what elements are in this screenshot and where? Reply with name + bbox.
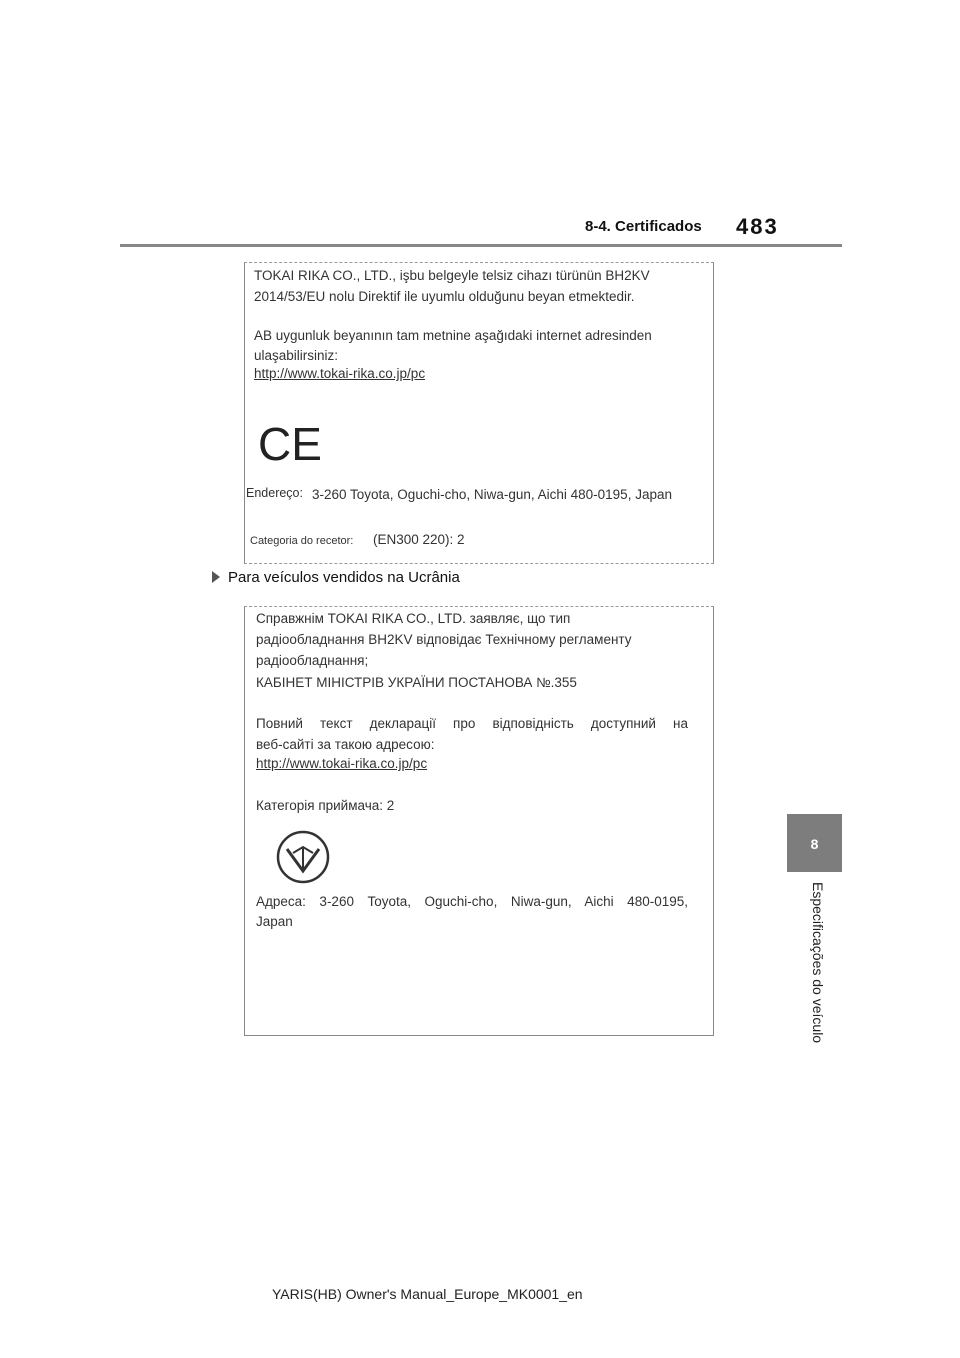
tr-category-value: (EN300 220): 2 (373, 532, 465, 547)
ukraine-heading-text: Para veículos vendidos na Ucrânia (228, 569, 460, 586)
ce-mark-icon (258, 420, 328, 464)
footer-manual-id: YARIS(HB) Owner's Manual_Europe_MK0001_en (272, 1286, 583, 1302)
ua-url-link[interactable]: http://www.tokai-rika.co.jp/pc (256, 756, 428, 771)
tr-line-3: AB uygunluk beyanının tam metnine aşağıdaki internet adresinden (254, 328, 652, 343)
ua-line-3: радіообладнання; (256, 653, 369, 668)
ua-address-line-2: Japan (256, 914, 293, 929)
tr-line-1: TOKAI RIKA CO., LTD., işbu belgeyle telsiz cihazı türünün BH2KV (254, 268, 650, 283)
tr-category-label: Categoria do recetor: (250, 535, 354, 547)
ukrainian-conformity-mark-icon (274, 828, 332, 886)
ua-line-2: радіообладнання BH2KV відповідає Технічному регламенту (256, 632, 632, 647)
ce-mark-text: CE (258, 420, 322, 464)
certificate-box-turkey (244, 262, 714, 564)
ua-line-6: веб-сайті за такою адресою: (256, 737, 435, 752)
ukraine-section-heading (212, 569, 460, 586)
header-divider (120, 244, 842, 247)
ua-line-1: Справжнім TOKAI RIKA CO., LTD. заявляє, що тип (256, 611, 571, 626)
ua-address-line-1: Адреса: 3-260 Toyota, Oguchi-cho, Niwa-gun, Aichi 480-0195, (256, 894, 688, 909)
ua-category: Категорія приймача: 2 (256, 798, 395, 813)
ua-line-5: Повний текст декларації про відповідність доступний на (256, 716, 688, 731)
chapter-tab-label: Especificações do veículo (810, 882, 826, 1044)
chapter-tab-number: 8 (810, 836, 819, 852)
tr-line-4: ulaşabilirsiniz: (254, 348, 339, 363)
ua-line-4: КАБІНЕТ МІНІСТРІВ УКРАЇНИ ПОСТАНОВА №.355 (256, 675, 577, 690)
bullet-arrow-icon (212, 571, 220, 583)
page-number: 483 (736, 214, 779, 239)
tr-url-link[interactable]: http://www.tokai-rika.co.jp/pc (254, 366, 426, 381)
tr-line-2: 2014/53/EU nolu Direktif ile uyumlu olduğunu beyan etmektedir. (254, 289, 635, 304)
tr-address-label: Endereço: (246, 486, 303, 500)
tr-address: 3-260 Toyota, Oguchi-cho, Niwa-gun, Aichi 480-0195, Japan (312, 487, 672, 502)
section-title: 8-4. Certificados (585, 218, 702, 235)
